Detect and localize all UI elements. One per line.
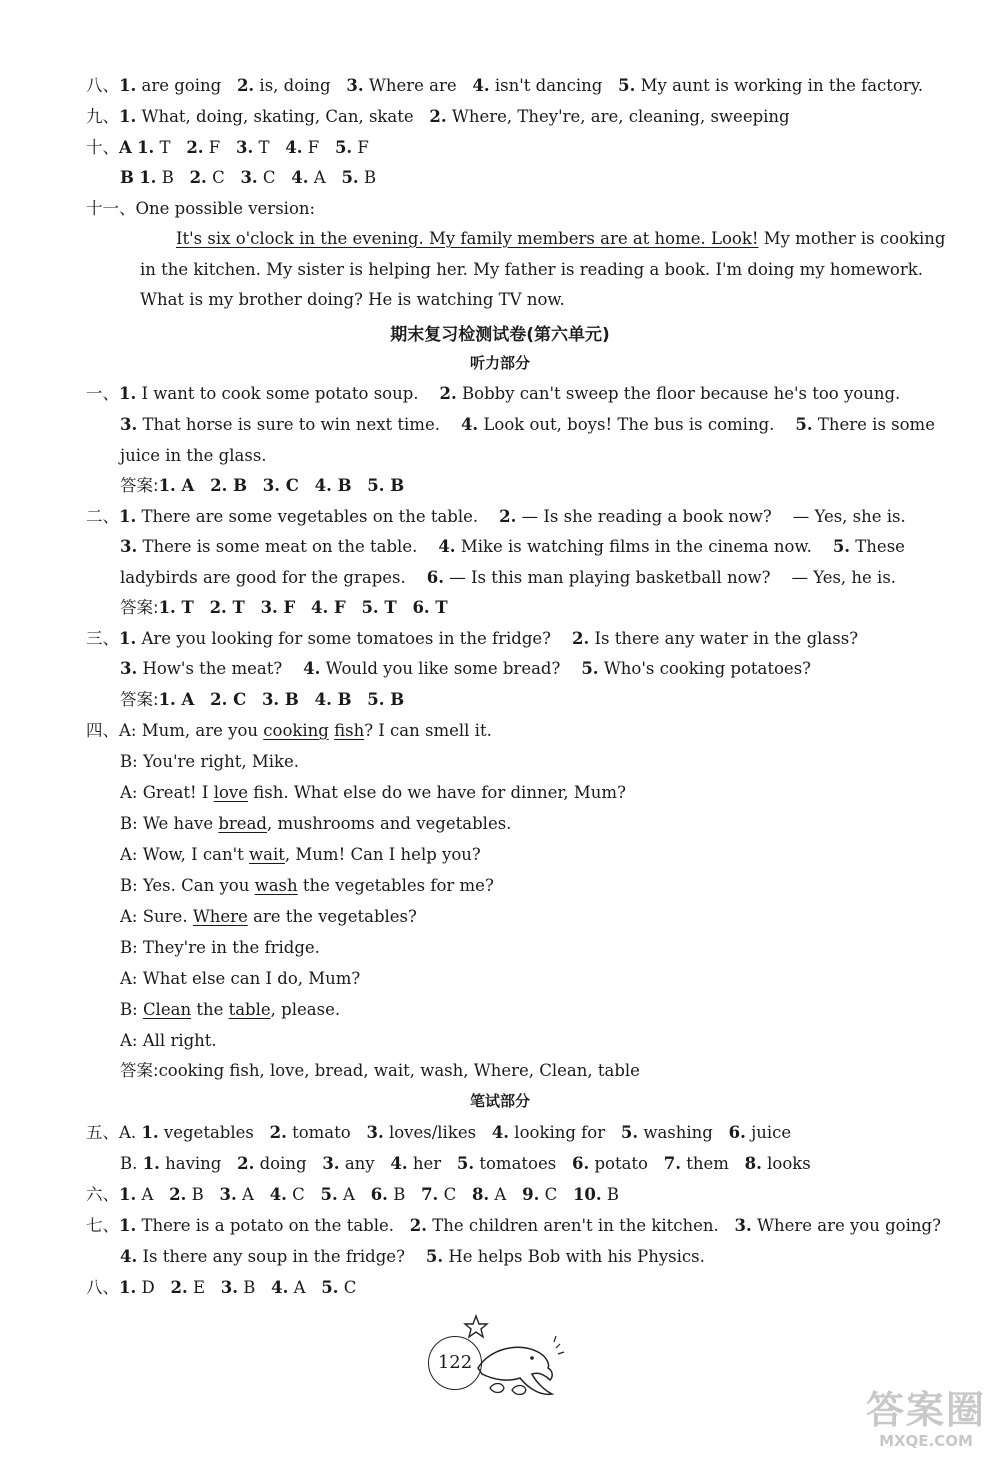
writing-s7-line-2: 4. Is there any soup in the fridge? 5. He helps Bob with his Physics. bbox=[120, 1247, 705, 1266]
essay-line-2: in the kitchen. My sister is helping her. My father is reading a book. I'm doing my homework. bbox=[140, 260, 923, 279]
dialogue-line-7: A: Sure. Where are the vegetables? bbox=[120, 907, 417, 926]
writing-s5a: 五、A. 1. vegetables 2. tomato 3. loves/likes 4. looking for 5. washing 6. juice bbox=[86, 1123, 792, 1142]
dialogue-line-2: B: You're right, Mike. bbox=[120, 752, 300, 771]
answer-line-s11-intro: 十一、One possible version: bbox=[86, 199, 316, 218]
dialogue-line-4: B: We have bread, mushrooms and vegetables. bbox=[120, 814, 512, 833]
listening-s1-answers: 答案:1. A 2. B 3. C 4. B 5. B bbox=[120, 476, 405, 495]
listening-title: 听力部分 bbox=[469, 354, 530, 372]
dialogue-line-3: A: Great! I love fish. What else do we have for dinner, Mum? bbox=[120, 783, 626, 802]
listening-s2-answers: 答案:1. T 2. T 3. F 4. F 5. T 6. T bbox=[120, 598, 448, 617]
listening-s1-line-3: juice in the glass. bbox=[120, 446, 267, 465]
answer-line-s8-prev: 八、1. are going 2. is, doing 3. Where are 4. isn't dancing 5. My aunt is working in the factory. bbox=[86, 76, 924, 95]
dialogue-line-10: B: Clean the table, please. bbox=[120, 1000, 341, 1019]
listening-s3-line-1: 三、1. Are you looking for some tomatoes in the fridge? 2. Is there any water in the glass? bbox=[86, 629, 859, 648]
listening-s2-line-1: 二、1. There are some vegetables on the table. 2. — Is she reading a book now? — Yes, she is. bbox=[86, 507, 906, 526]
writing-title: 笔试部分 bbox=[469, 1092, 530, 1110]
star-icon bbox=[465, 1316, 487, 1337]
listening-s3-answers: 答案:1. A 2. C 3. B 4. B 5. B bbox=[120, 690, 405, 709]
writing-s7-line-1: 七、1. There is a potato on the table. 2. The children aren't in the kitchen. 3. Where are you going? bbox=[86, 1216, 941, 1235]
answer-line-s10a: 十、A 1. T 2. F 3. T 4. F 5. F bbox=[86, 138, 369, 157]
dialogue-answers: 答案:cooking fish, love, bread, wait, wash, Where, Clean, table bbox=[120, 1061, 640, 1080]
dialogue-line-8: B: They're in the fridge. bbox=[120, 938, 320, 957]
dialogue-line-6: B: Yes. Can you wash the vegetables for me? bbox=[120, 876, 494, 895]
listening-s1-line-2: 3. That horse is sure to win next time. 4. Look out, boys! The bus is coming. 5. There is some bbox=[120, 415, 935, 434]
watermark-logo: 答案圈 bbox=[865, 1388, 986, 1432]
dialogue-line-5: A: Wow, I can't wait, Mum! Can I help you? bbox=[120, 845, 481, 864]
dialogue-line-9: A: What else can I do, Mum? bbox=[120, 969, 361, 988]
essay-line-3: What is my brother doing? He is watching TV now. bbox=[140, 290, 565, 309]
page-number: 122 bbox=[428, 1336, 482, 1390]
listening-s2-line-3: ladybirds are good for the grapes. 6. — Is this man playing basketball now? — Yes, he is. bbox=[120, 568, 897, 587]
dialogue-line-11: A: All right. bbox=[120, 1031, 217, 1050]
writing-s5b: B. 1. having 2. doing 3. any 4. her 5. tomatoes 6. potato 7. them 8. looks bbox=[120, 1154, 811, 1173]
writing-s8: 八、1. D 2. E 3. B 4. A 5. C bbox=[86, 1278, 357, 1297]
listening-s2-line-2: 3. There is some meat on the table. 4. Mike is watching films in the cinema now. 5. These bbox=[120, 537, 905, 556]
essay-line-1: It's six o'clock in the evening. My family members are at home. Look! My mother is cooking bbox=[176, 229, 946, 248]
listening-s3-line-2: 3. How's the meat? 4. Would you like some bread? 5. Who's cooking potatoes? bbox=[120, 659, 812, 678]
watermark-url: MXQE.COM bbox=[879, 1432, 973, 1450]
watermark bbox=[862, 1388, 990, 1450]
dialogue-line-1: 四、A: Mum, are you cooking fish? I can smell it. bbox=[86, 721, 492, 740]
section-title: 期末复习检测试卷(第六单元) bbox=[390, 325, 610, 345]
listening-s1-line-1: 一、1. I want to cook some potato soup. 2. Bobby can't sweep the floor because he's too young. bbox=[86, 384, 901, 403]
writing-s6: 六、1. A 2. B 3. A 4. C 5. A 6. B 7. C 8. A 9. C 10. B bbox=[86, 1185, 620, 1204]
answer-line-s10b: B 1. B 2. C 3. C 4. A 5. B bbox=[120, 168, 377, 187]
answer-line-s9-prev: 九、1. What, doing, skating, Can, skate 2. Where, They're, are, cleaning, sweeping bbox=[86, 107, 790, 126]
